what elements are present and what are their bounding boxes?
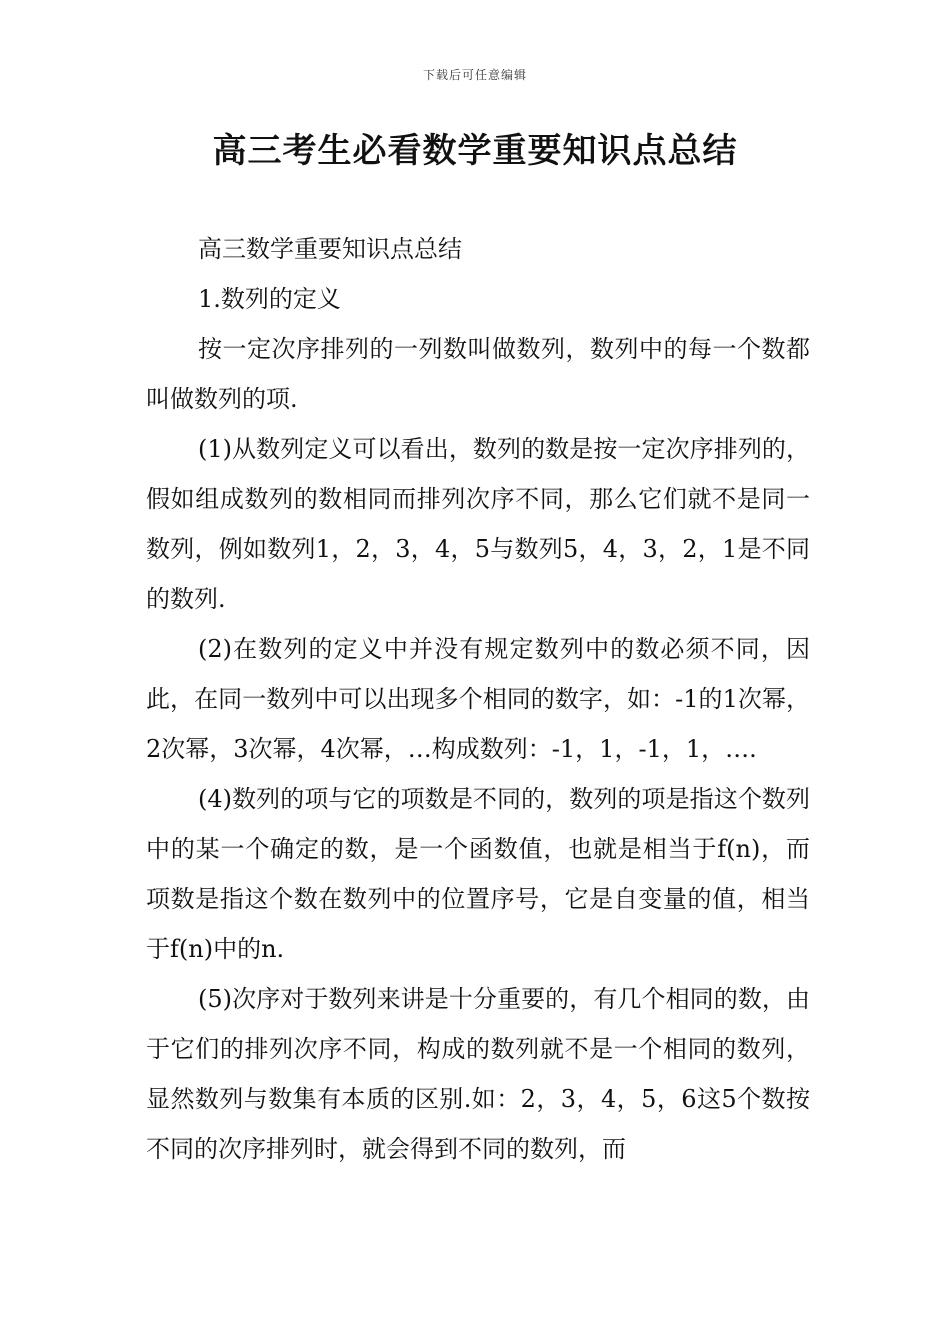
document-body: [146, 224, 810, 1174]
paragraph: (1)从数列定义可以看出，数列的数是按一定次序排列的，假如组成数列的数相同而排列次序不同，那么它们就不是同一数列，例如数列1，2，3，4，5与数列5，4，3，2，1是不同的数列.: [146, 435, 810, 613]
section-heading: 高三数学重要知识点总结: [198, 235, 462, 263]
header-note: 下载后可任意编辑: [422, 68, 527, 82]
paragraph: 按一定次序排列的一列数叫做数列，数列中的每一个数都叫做数列的项.: [146, 335, 810, 413]
paragraph: (4)数列的项与它的项数是不同的，数列的项是指这个数列中的某一个确定的数，是一个函数值，也就是相当于f(n)，而项数是指这个数在数列中的位置序号，它是自变量的值，相当于f(n)中的n.: [146, 785, 810, 963]
document-title: 高三考生必看数学重要知识点总结: [212, 131, 738, 171]
paragraph: (5)次序对于数列来讲是十分重要的，有几个相同的数，由于它们的排列次序不同，构成的数列就不是一个相同的数列，显然数列与数集有本质的区别.如：2，3，4，5，6这5个数按不同的次序排列时，就会得到不同的数列，而: [146, 985, 810, 1163]
paragraph: (2)在数列的定义中并没有规定数列中的数必须不同，因此，在同一数列中可以出现多个相同的数字，如：-1的1次幂，2次幂，3次幂，4次幂，…构成数列：-1，1，-1，1，….: [146, 635, 810, 763]
subsection-heading: 1.数列的定义: [198, 285, 341, 313]
